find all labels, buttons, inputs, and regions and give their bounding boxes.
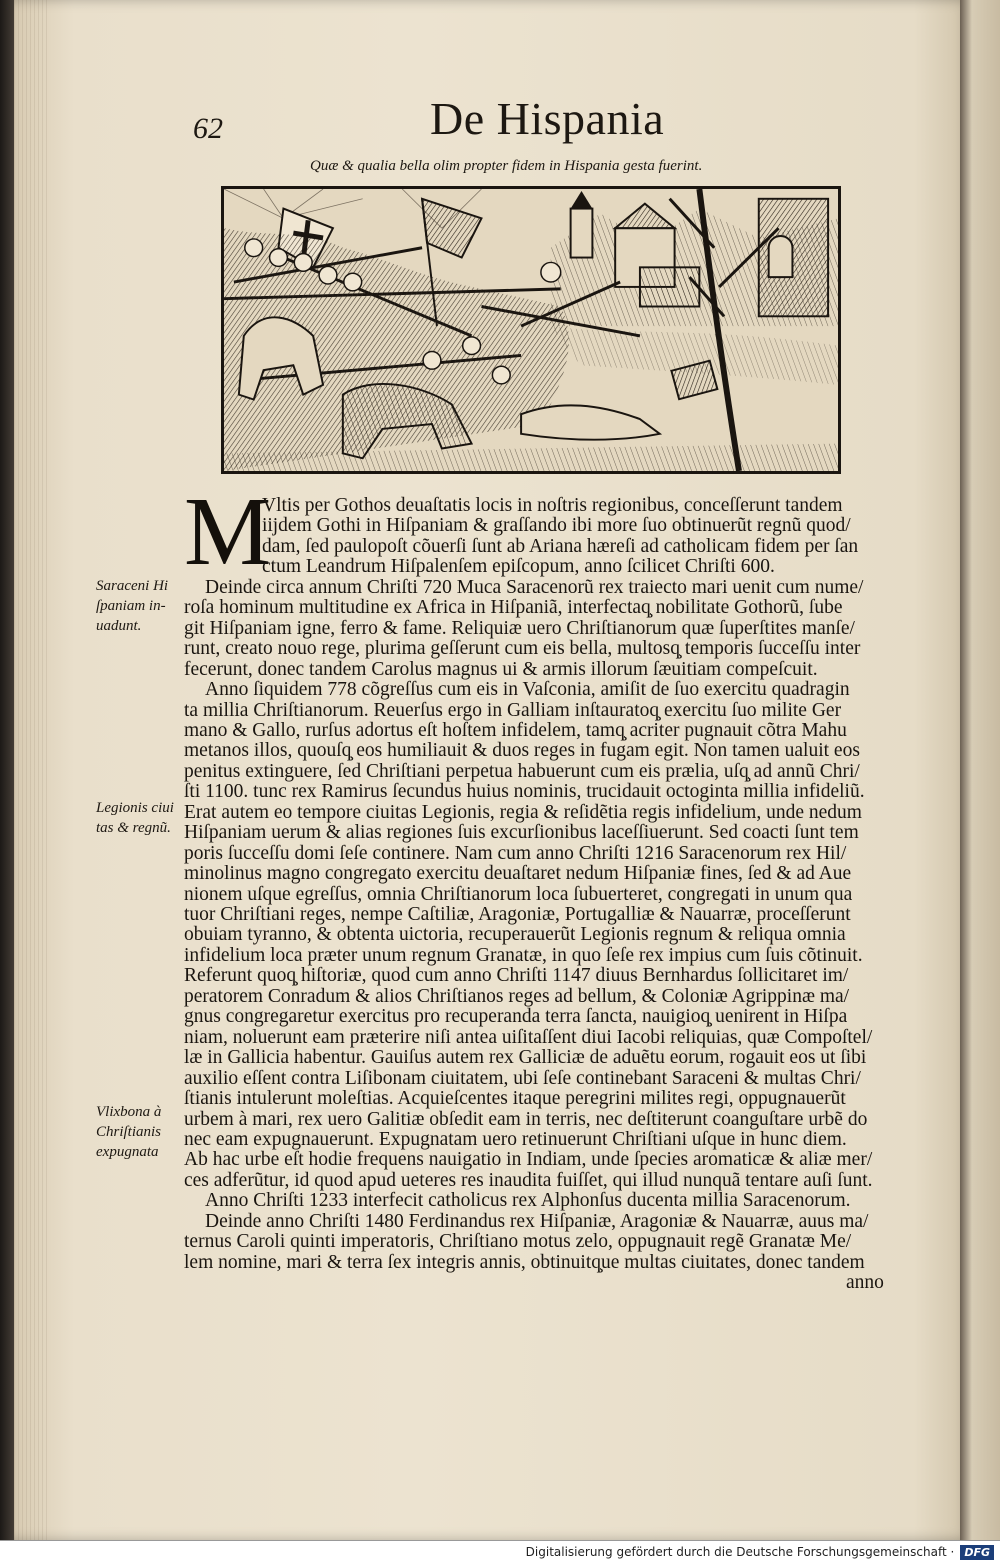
marginal-note-line: ſpaniam in- — [96, 598, 166, 614]
marginal-note-legionis — [96, 798, 174, 838]
text-line: Deinde anno Chriſti 1480 Ferdinandus rex Hiſpaniæ, Aragoniæ & Nauarræ, auus ma/ — [205, 1210, 869, 1232]
text-line: ces adferũtur, id quod apud ueteres res inaudita fuiſſet, qui illud nunquã tentare auſi ſunt. — [184, 1169, 873, 1191]
text-line: runt, creato nouo rege, plurima geſſerunt cum eis bella, multosq̧ temporis ſucceſſu inter — [184, 638, 861, 660]
marginal-note-saraceni — [96, 576, 168, 636]
marginal-note-line: Chriſtianis — [96, 1124, 162, 1140]
text-line: niam, noluerunt eam præterire niſi antea uiſitaſſent diui Iacobi reliquias, quæ Compoſtel/ — [184, 1026, 873, 1048]
text-line: Deinde circa annum Chriſti 720 Muca Saracenorũ rex traiecto mari uenit cum nume/ — [205, 576, 864, 598]
text-line: Anno Chriſti 1233 interfecit catholicus rex Alphonſus ducenta millia Saracenorum. — [205, 1190, 851, 1212]
page-title: De Hispania — [430, 93, 665, 144]
text-line: anno — [846, 1272, 884, 1294]
text-line: Hiſpaniam uerum & alias regiones ſuis excurſionibus laceſſiuerunt. Sed coacti ſunt tem — [184, 822, 859, 844]
text-line: ſtianis intulerunt moleſtias. Acquieſcentes itaque peregrini milites regi, oppugnauerũt — [184, 1088, 846, 1110]
marginal-note-vlixbona — [96, 1102, 161, 1162]
text-line: infidelium loca præter unum regnum Granatæ, in quo ſeſe rex impius cum ſuis cõtinuit. — [184, 944, 863, 966]
text-line: metanos illos, quouſq̧ eos humiliauit & duos reges in fugam egit. Non tamen ualuit eos — [184, 740, 860, 762]
text-line: ſti 1100. tunc rex Ramirus ſecundus huius nominis, trucidauit octoginta millia infideliũ. — [184, 781, 865, 803]
text-line: ternus Caroli quinti imperatoris, Chriſtiano motus zelo, oppugnauit regẽ Granatæ Me/ — [184, 1231, 852, 1253]
text-line: poris ſucceſſu domi ſeſe continere. Nam cum anno Chriſti 1216 Saracenorum rex Hil/ — [184, 842, 847, 864]
text-line: lem nomine, mari & terra ſex integris annis, obtinuitq̧ue multas ciuitates, donec tandem — [184, 1251, 865, 1273]
marginal-note-line: Saraceni Hi — [96, 578, 169, 594]
chapter-subtitle: Quæ & qualia bella olim propter fidem in Hispania gesta fuerint. — [310, 158, 703, 174]
marginal-note-line: Vlixbona à — [96, 1104, 162, 1120]
text-line: iĳdem Gothi in Hiſpaniam & graſſando ibi more ſuo obtinuerũt regnũ quod/ — [262, 515, 851, 537]
text-line: mano & Gallo, rurſus adortus eſt hoſtem infidelem, tamq̧ acriter pugnauit cõtra Mahu — [184, 719, 847, 741]
marginal-note-line: uadunt. — [96, 618, 142, 634]
text-line: urbem à mari, rex uero Galitiæ obſedit eam in terris, nec deſtiterunt coanguſtare urbẽ do — [184, 1108, 868, 1130]
text-line: obuiam tyranno, & obtenta uictoria, recuperauerũt Legionis regnum & reliqua omnia — [184, 924, 846, 946]
text-line: nec eam expugnauerunt. Expugnatam uero retinuerunt Chriſtiani uſque in hunc diem. — [184, 1128, 847, 1150]
text-line: ta millia Chriſtianorum. Reuerſus ergo in Galliam inſtauratoq̧ exercitu ſuo milite Ger — [184, 699, 842, 721]
marginal-note-line: tas & regnũ. — [96, 820, 171, 836]
facing-page-edge — [960, 0, 1000, 1540]
text-line: Vltis per Gothos deuaſtatis locis in noſtris regionibus, conceſſerunt tandem — [262, 495, 843, 516]
text-line: gnus congregaretur exercitus pro recuperanda terra ſancta, nauigioq̧ uenirent in Hiſpa — [184, 1006, 848, 1028]
text-line: Referunt quoq̧ hiſtoriæ, quod cum anno Chriſti 1147 diuus Bernhardus ſollicitaret im/ — [184, 965, 849, 987]
woodcut-battle-illustration — [221, 186, 841, 474]
text-line: Ab hac urbe eſt hodie frequens nauigatio in Indiam, unde ſpecies aromaticæ & aliæ mer/ — [184, 1149, 873, 1171]
digitization-footer — [0, 1540, 1000, 1563]
drop-cap: M — [184, 478, 272, 586]
text-line: dam, ſed paulopoſt cõuerſi ſunt ab Ariana hæreſi ad catholicam fidem per ſan — [262, 535, 859, 557]
marginal-note-line: expugnata — [96, 1144, 159, 1160]
page-edges — [14, 0, 50, 1540]
text-line: git Hiſpaniam igne, ferro & fame. Reliquiæ uero Chriſtianorum quæ ſuperſtites manſe/ — [184, 617, 855, 639]
text-line: ctum Leandrum Hiſpalenſem epiſcopum, anno ſcilicet Chriſti 600. — [262, 556, 775, 578]
page-number: 62 — [193, 112, 223, 145]
text-line: roſa hominum multitudine ex Africa in Hiſpaniã, interfectaq̧ nobilitate Gothorũ, ſube — [184, 597, 843, 619]
text-line: Anno ſiquidem 778 cõgreſſus cum eis in Vaſconia, amiſit de ſuo exercitu quadragin — [205, 679, 850, 701]
footer-text: Digitalisierung gefördert durch die Deutsche Forschungsgemeinschaft · — [525, 1545, 955, 1559]
dfg-logo: DFG — [960, 1545, 994, 1560]
text-line: læ in Gallicia habentur. Gauiſus autem rex Galliciæ de aduẽtu eorum, rogauit eos ut ſibi — [184, 1047, 867, 1069]
text-line: minolinus magno congregato exercitu deuaſtaret nedum Hiſpaniæ fines, ſed & ad Aue — [184, 863, 852, 885]
marginal-note-line: Legionis ciui — [96, 800, 174, 816]
text-line: tuor Chriſtiani reges, nempe Caſtiliæ, Aragoniæ, Portugalliæ & Nauarræ, proceſſerunt — [184, 904, 851, 925]
text-line: fecerunt, donec tandem Carolus magnus ui & armis illorum ſæuitiam compeſcuit. — [184, 658, 818, 680]
text-line: peratorem Conradum & alios Chriſtianos reges ad bellum, & Coloniæ Agrippinæ ma/ — [184, 985, 850, 1007]
text-line: penitus extinguere, ſed Chriſtiani perpetua habuerunt cum eis prælia, uſq̧ ad annũ Chri/ — [184, 760, 860, 782]
text-line: auxilio eſſent contra Liſibonam ciuitatem, ubi ſeſe continebant Saraceni & multas Chri/ — [184, 1067, 861, 1089]
text-line: nionem uſque egreſſus, omnia Chriſtianorum loca ſubuerteret, congregati in unum qua — [184, 883, 853, 905]
text-line: Erat autem eo tempore ciuitas Legionis, regia & reſidẽtia regis infidelium, unde nedum — [184, 801, 862, 823]
